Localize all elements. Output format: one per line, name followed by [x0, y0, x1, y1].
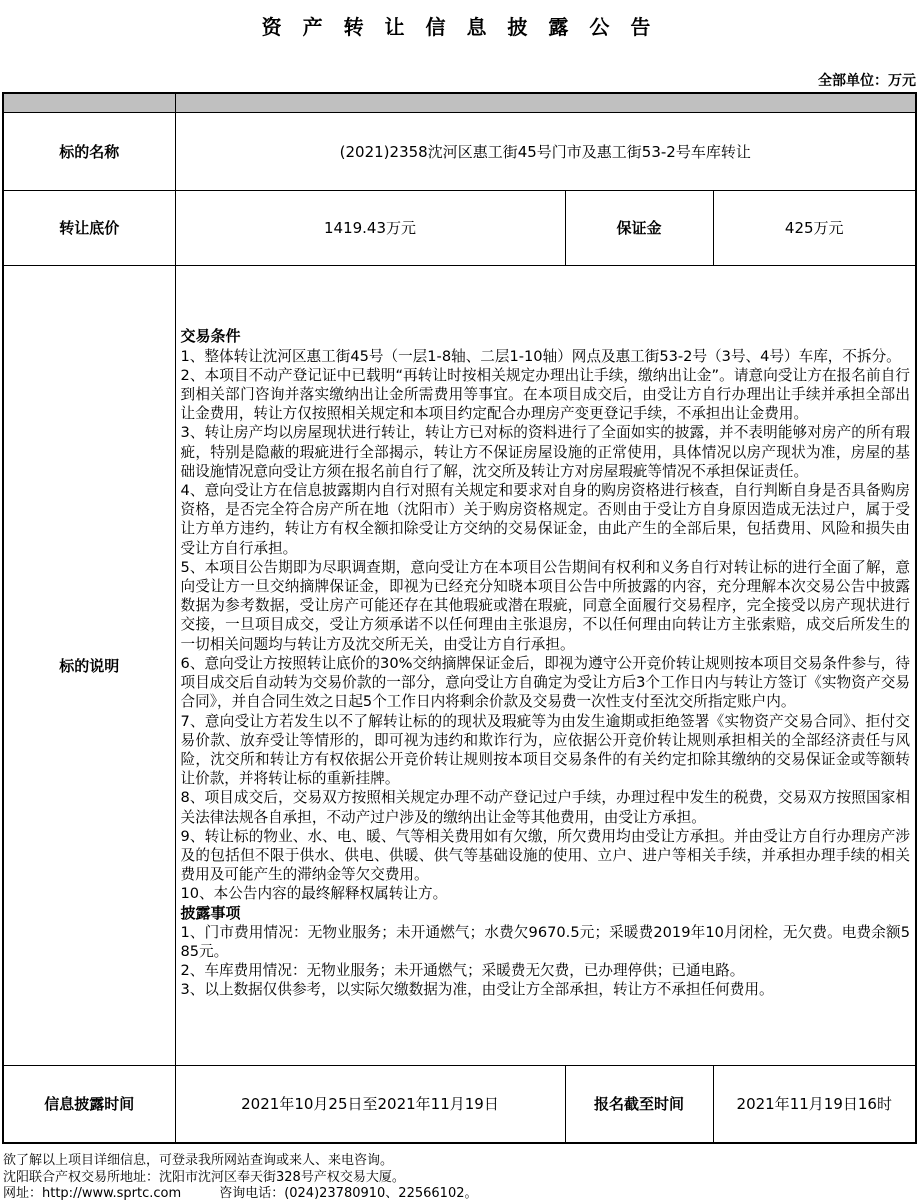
deadline-value: 2021年11月19日16时: [713, 1065, 916, 1143]
subject-name-value: (2021)2358沈河区惠工街45号门市及惠工街53-2号车库转让: [175, 112, 916, 190]
description-paragraph: 2、车库费用情况：无物业服务；未开通燃气；采暖费无欠费，已办理停供；已通电路。: [180, 962, 745, 980]
description-paragraph: 4、意向受让方在信息披露期内自行对照有关规定和要求对自身的购房资格进行核查，自行判断自身是否具备购房资格，是否完全符合房产所在地（沈阳市）关于购房资格规定。否则由于受让方自身原因造成无法过户，属于受让方单方违约，转让方有权全额扣除受让方交纳的交易保证金，由此产生的全部后果，包括费用、风险和损失由受让方自行承担。: [180, 482, 910, 557]
deposit-value: 425万元: [713, 190, 916, 265]
disclosure-time-label: 信息披露时间: [3, 1065, 175, 1143]
description-section-heading: 交易条件: [180, 327, 241, 346]
header-strip-cell-left: [3, 93, 175, 112]
description-paragraph: 10、本公告内容的最终解释权属转让方。: [180, 885, 448, 903]
description-paragraph: 2、本项目不动产登记证中已载明“再转让时按相关规定办理出让手续，缴纳出让金”。请意向受让方在报名前自行到相关部门咨询并落实缴纳出让金所需费用等事宜。在本项目成交后，由受让方自行办理出让手续并承担全部出让金费用，转让方仅按照相关规定和本项目约定配合办理房产变更登记手续，不承担出让金费用。: [180, 366, 910, 423]
header-strip-cell-right: [175, 93, 916, 112]
description-paragraph: 6、意向受让方按照转让底价的30%交纳摘牌保证金后，即视为遵守公开竞价转让规则按本项目交易条件参与，待项目成交后自动转为交易价款的一部分，意向受让方自确定为受让方后3个工作日内与转让方签订《实物资产交易合同》，并自合同生效之日起5个工作日内将剩余价款及交易费一次性支付至沈交所指定账户内。: [180, 654, 910, 711]
footer-info-line: 欲了解以上项目详细信息，可登录我所网站查询或来人、来电咨询。: [3, 1153, 394, 1168]
footer-website: 网址：http://www.sprtc.com: [3, 1186, 182, 1201]
disclosure-table: [2, 92, 917, 1144]
subject-name-row: [3, 112, 916, 190]
description-row: [3, 265, 916, 1065]
description-paragraph: 1、整体转让沈河区惠工街45号（一层1-8轴、二层1-10轴）网点及惠工街53-2号（3号、4号）车库，不拆分。: [180, 347, 901, 365]
disclosure-time-value: 2021年10月25日至2021年11月19日: [175, 1065, 565, 1143]
deposit-label: 保证金: [565, 190, 713, 265]
description-paragraph: 5、本项目公告期即为尽职调查期，意向受让方在本项目公告期间有权利和义务自行对转让标的进行全面了解，意向受让方一旦交纳摘牌保证金，即视为已经充分知晓本项目公告中所披露的内容，充分理解本次交易公告中披露数据为参考数据，受让房产可能还存在其他瑕疵或潜在瑕疵，同意全面履行交易程序，完全接受以房产现状进行交接，一旦项目成交，受让方须承诺不以任何理由主张退房，不以任何理由向转让方主张索赔，成交后所发生的一切相关问题均与转让方及沈交所无关，由受让方自行承担。: [180, 558, 910, 653]
floor-price-label: 转让底价: [3, 190, 175, 265]
footer: [3, 1153, 919, 1202]
description-paragraph: 9、转让标的物业、水、电、暖、气等相关费用如有欠缴，所欠费用均由受让方承担。并由受让方自行办理房产涉及的包括但不限于供水、供电、供暖、供气等基础设施的使用、立户、进户等相关手续，并承担办理手续的相关费用及可能产生的滞纳金等欠交费用。: [180, 827, 910, 884]
footer-address-line: 沈阳联合产权交易所地址：沈阳市沈河区奉天街328号产权交易大厦。: [3, 1169, 405, 1185]
description-paragraph: 8、项目成交后，交易双方按照相关规定办理不动产登记过户手续，办理过程中发生的税费，交易双方按照国家相关法律法规各自承担，不动产过户涉及的缴纳出让金等其他费用，由受让方承担。: [180, 789, 910, 826]
description-paragraph: 3、转让房产均以房屋现状进行转让，转让方已对标的资料进行了全面如实的披露，并不表明能够对房产的所有瑕疵，特别是隐蔽的瑕疵进行全部揭示，转让方不保证房屋设施的正常使用，具体情况以房产现状为准，房屋的基础设施情况意向受让方须在报名前自行了解，沈交所及转让方对房屋瑕疵等情况不承担保证责任。: [180, 424, 910, 480]
description-paragraph: 7、意向受让方若发生以不了解转让标的的现状及瑕疵等为由发生逾期或拒绝签署《实物资产交易合同》、拒付交易价款、放弃受让等情形的，即可视为违约和欺诈行为，应依据公开竞价转让规则承担相关的全部经济责任与风险，沈交所和转让方有权依据公开竞价转让规则按本项目交易条件的有关约定扣除其缴纳的交易保证金或等额转让价款，并将转让标的重新挂牌。: [180, 712, 910, 788]
subject-name-label: 标的名称: [3, 112, 175, 190]
disclosure-time-row: [3, 1065, 916, 1143]
footer-phone: 咨询电话：(024)23780910、22566102。: [219, 1186, 478, 1201]
price-row: [3, 190, 916, 265]
header-strip-row: [3, 93, 916, 112]
deadline-label: 报名截至时间: [565, 1065, 713, 1143]
unit-note: 全部单位：万元: [818, 73, 916, 89]
page-title: 资 产 转 让 信 息 披 露 公 告: [261, 15, 658, 39]
floor-price-value: 1419.43万元: [175, 190, 565, 265]
description-section-heading: 披露事项: [180, 903, 241, 922]
description-paragraph: 1、门市费用情况：无物业服务；未开通燃气；水费欠9670.5元；采暖费2019年10月闭栓，无欠费。电费余额585元。: [180, 923, 910, 960]
subject-description-content: [175, 265, 916, 1065]
description-paragraph: 3、以上数据仅供参考，以实际欠缴数据为准，由受让方全部承担，转让方不承担任何费用。: [180, 981, 774, 999]
description-label: 标的说明: [3, 265, 175, 1065]
